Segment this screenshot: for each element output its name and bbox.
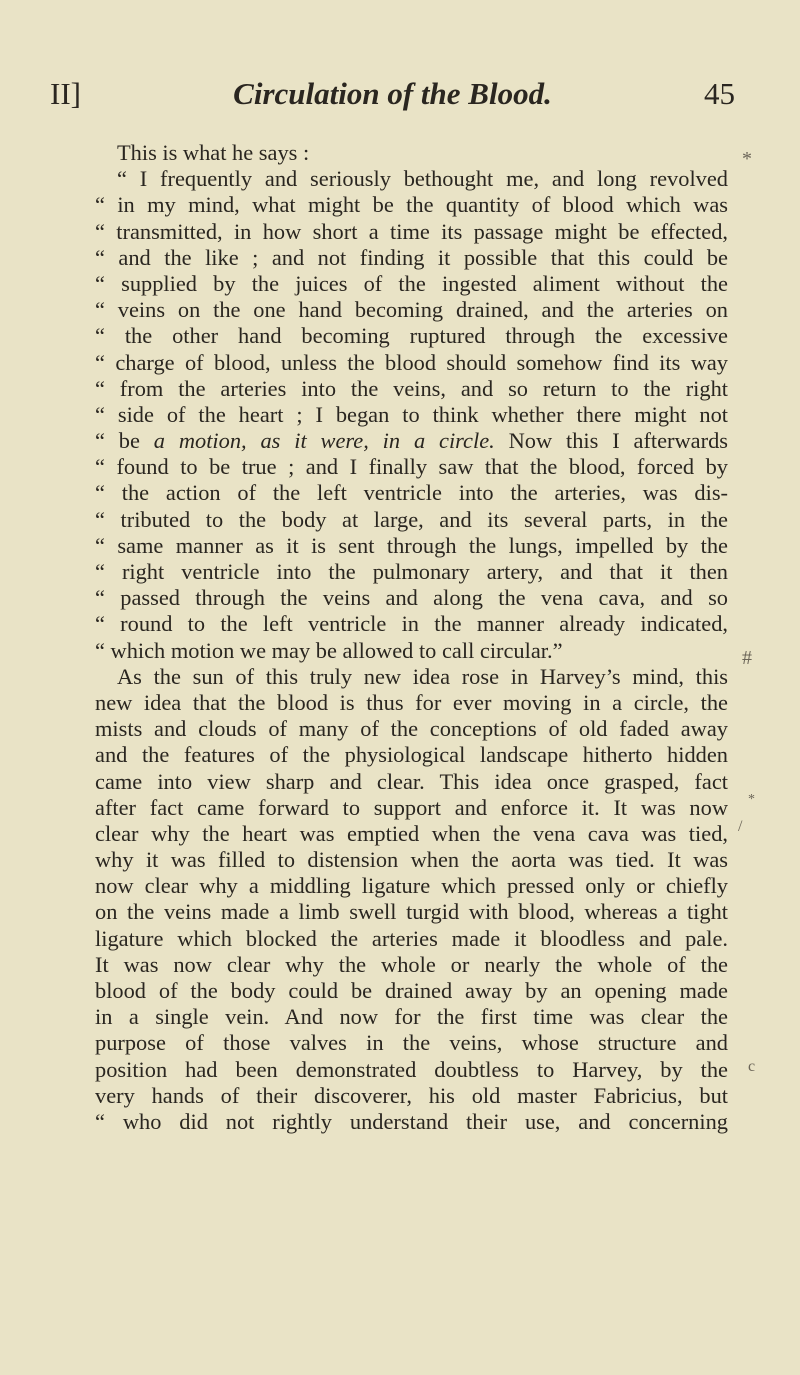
- text-line: “ tributed to the body at large, and its several parts, in the: [95, 506, 728, 532]
- text-line: [95, 428, 728, 454]
- text-line: “ round to the left ventricle in the manner already indicated,: [95, 611, 728, 637]
- body-text: [95, 140, 728, 1135]
- text-line: “ found to be true ; and I finally saw that the blood, forced by: [95, 454, 728, 480]
- text-line: “ from the arteries into the veins, and so return to the right: [95, 375, 728, 401]
- page-number: 45: [704, 76, 735, 111]
- italic-phrase: a motion, as it were, in a circle.: [153, 428, 495, 454]
- text-line: clear why the heart was emptied when the vena cava was tied,: [95, 820, 728, 846]
- text-line: came into view sharp and clear. This idea once grasped, fact: [95, 768, 728, 794]
- text-line: This is what he says :: [117, 140, 310, 165]
- text-line: “ I frequently and seriously bethought me, and long revolved: [117, 166, 728, 192]
- text-line: “ transmitted, in how short a time its passage might be effected,: [95, 218, 728, 244]
- text-line: “ same manner as it is sent through the lungs, impelled by the: [95, 532, 728, 558]
- text-line: why it was filled to distension when the aorta was tied. It was: [95, 847, 728, 873]
- text-line: blood of the body could be drained away by an opening made: [95, 978, 728, 1003]
- text-line: after fact came forward to support and enforce it. It was now: [95, 794, 728, 820]
- running-title: Circulation of the Blood.: [233, 76, 552, 111]
- text-line: position had been demonstrated doubtless to Harvey, by the: [95, 1056, 728, 1082]
- text-line: “ the other hand becoming ruptured through the excessive: [95, 323, 728, 349]
- margin-mark: /: [738, 818, 743, 835]
- text-line: “ in my mind, what might be the quantity of blood which was: [95, 192, 728, 218]
- margin-mark: *: [748, 792, 755, 807]
- running-header: [50, 74, 735, 124]
- margin-mark: c: [748, 1058, 756, 1075]
- line-text: “ be: [95, 428, 154, 454]
- line-text: Now this I afterwards: [494, 428, 728, 454]
- text-line: “ which motion we may be allowed to call circular.”: [95, 637, 563, 663]
- text-line: It was now clear why the whole or nearly the whole of the: [95, 951, 728, 977]
- text-line: “ right ventricle into the pulmonary artery, and that it then: [95, 559, 728, 584]
- text-line: “ passed through the veins and along the vena cava, and so: [95, 585, 728, 611]
- chapter-number: II]: [50, 76, 81, 111]
- text-line: in a single vein. And now for the first time was clear the: [95, 1004, 728, 1030]
- margin-mark: #: [742, 647, 752, 669]
- text-line: and the features of the physiological landscape hitherto hidden: [95, 742, 728, 768]
- text-line: new idea that the blood is thus for ever moving in a circle, the: [95, 689, 728, 715]
- text-line: purpose of those valves in the veins, whose structure and: [95, 1030, 728, 1056]
- text-line: “ charge of blood, unless the blood should somehow find its way: [95, 349, 728, 375]
- text-line: on the veins made a limb swell turgid with blood, whereas a tight: [95, 899, 728, 925]
- text-line: mists and clouds of many of the conceptions of old faded away: [95, 716, 728, 742]
- text-line: “ veins on the one hand becoming drained, and the arteries on: [95, 297, 728, 323]
- text-line: “ the action of the left ventricle into the arteries, was dis-: [95, 480, 728, 506]
- text-line: now clear why a middling ligature which pressed only or chiefly: [95, 873, 728, 899]
- margin-mark: *: [742, 148, 752, 170]
- text-line: very hands of their discoverer, his old master Fabricius, but: [95, 1082, 728, 1108]
- text-line: As the sun of this truly new idea rose in Harvey’s mind, this: [117, 663, 728, 689]
- text-line: “ and the like ; and not finding it possible that this could be: [95, 244, 728, 270]
- text-line: “ side of the heart ; I began to think whether there might not: [95, 401, 728, 427]
- text-line: “ supplied by the juices of the ingested aliment without the: [95, 270, 728, 296]
- text-line: “ who did not rightly understand their use, and concerning: [95, 1108, 728, 1134]
- text-line: ligature which blocked the arteries made it bloodless and pale.: [95, 925, 728, 951]
